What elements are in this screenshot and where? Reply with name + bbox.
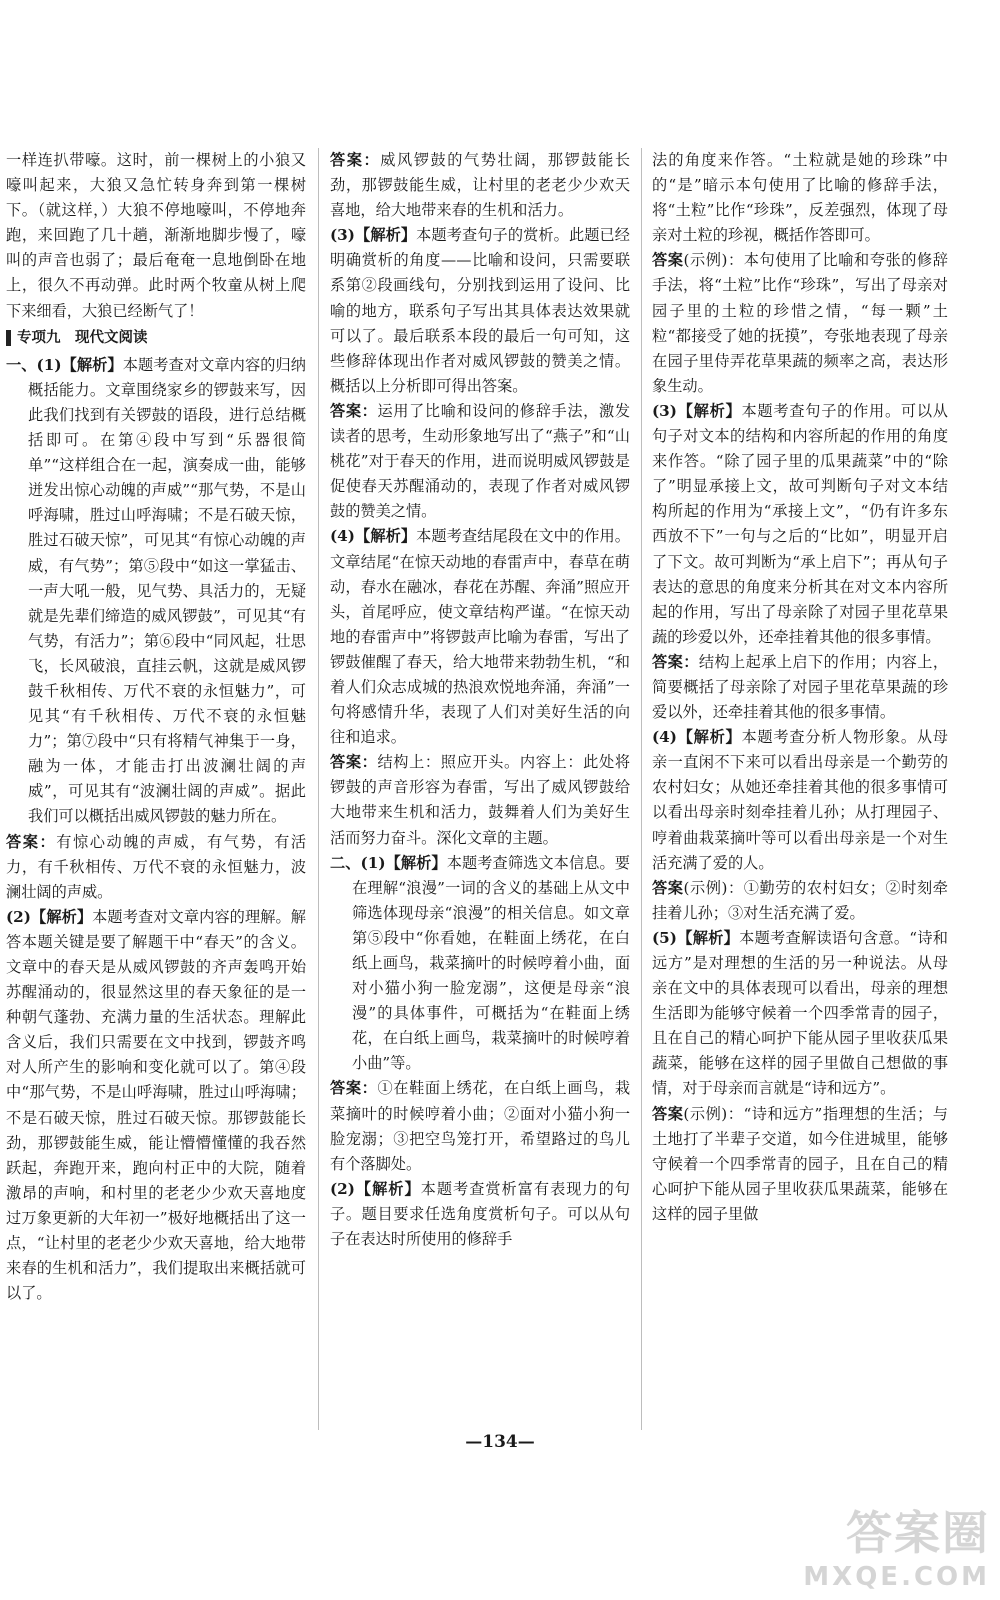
page-number: —134— [465,1432,535,1452]
story-ending: 一样连扒带嚎。这时，前一棵树上的小狼又嚎叫起来，大狼又急忙转身奔到第一棵树下。（就这样，）大狼不停地嚎叫，不停地奔跑，来回跑了几十趟，渐渐地脚步慢了，嚎叫的声音也弱了；最后奄奄一息地倒卧在地上，很久不再动弹。此时两个牧童从树上爬下来细看，大狼已经断气了！ [6,151,306,320]
p2-q1-text: 本题考查筛选文本信息。要在理解“浪漫”一词的含义的基础上从文中筛选体现母亲“浪漫”的相关信息。如文章第⑤段中“你看她，在鞋面上绣花，在白纸上画鸟，栽菜摘叶的时候哼着小曲，面对小猫小狗一脸宠溺”，这便是母亲“浪漫”的具体事件，可概括为“在鞋面上绣花，在白纸上画鸟，栽菜摘叶的时候哼着小曲”等。 [352,853,630,1073]
watermark-text: 答案圈 [846,1506,990,1560]
p2-q3-answer [652,650,948,725]
column-divider-2 [641,148,642,1430]
p2-q2-answer-text: (示例)：本句使用了比喻和夸张的修辞手法，将“土粒”比作“珍珠”，写出了母亲对园子里的土粒的珍惜之情，“每一颗”土粒“都接受了她的抚摸”，夸张地表现了母亲在园子里侍弄花草果蔬的频率之高，表达形象生动。 [652,251,948,395]
p2-q5-analysis [652,926,948,1102]
p2-q4-answer [652,876,948,926]
column-divider-1 [318,148,319,1430]
q1-answer [6,830,306,905]
q4-head: (4)【解析】 [330,527,417,546]
q3-answer-label: 答案： [330,401,378,420]
p2-q2-answer [652,248,948,399]
p2-q3-text: 本题考查句子的作用。可以从句子对文本的结构和内容所起的作用的角度来作答。“除了园子里的瓜果蔬菜”中的“除了”明显承接上文，故可判断句子对文本结构所起的作用为“承接上文”，“仍有许多东西放不下”一句与之后的“比如”，明显开启了下文。故可判断为“承上启下”；再从句子表达的意思的角度来分析其在对文本内容所起的作用，写出了母亲除了对园子里花草果蔬的珍爱以外，还牵挂着其他的很多事情。 [652,401,948,646]
q4-text: 本题考查结尾段在文中的作用。文章结尾“在惊天动地的春雷声中，春草在萌动，春水在融冰，春花在苏醒、奔涌”照应开头，首尾呼应，使文章结构严谨。“在惊天动地的春雷声中”将锣鼓声比喻为春雷，写出了锣鼓催醒了春天，给大地带来勃勃生机，“和着人们众志成城的热浪欢悦地奔涌，奔涌”一句将感情升华，表现了人们对美好生活的向往和追求。 [330,527,630,747]
column-2 [330,148,630,1252]
q1-analysis [6,353,306,830]
q3-answer [330,399,630,524]
p2-q5-answer-label: 答案 [652,1104,684,1123]
q4-analysis [330,524,630,750]
p2-q4-text: 本题考查分析人物形象。从母亲一直闲不下来可以看出母亲是一个勤劳的农村妇女；从她还牵挂着其他的很多事情可以看出母亲时刻牵挂着儿孙；从打理园子、哼着曲栽菜摘叶等可以看出母亲是一个对生活充满了爱的人。 [652,728,948,872]
p2-q4-analysis [652,725,948,876]
p2-q2-analysis [330,1177,630,1252]
p2-q2-continued: 法的角度来作答。“土粒就是她的珍珠”中的“是”暗示本句使用了比喻的修辞手法，将“土粒”比作“珍珠”，反差强烈，体现了母亲对土粒的珍视，概括作答即可。 [652,151,948,245]
q4-answer [330,750,630,850]
q2-head: (2)【解析】 [6,907,93,926]
q2-analysis [6,905,306,1307]
q2-answer-label: 答案： [330,151,381,169]
p2-q4-answer-text: (示例)：①勤劳的农村妇女；②时刻牵挂着儿孙；③对生活充满了爱。 [652,878,948,922]
q4-answer-text: 结构上：照应开头。内容上：此处将锣鼓的声音形容为春雷，写出了威风锣鼓给大地带来生机和活力，鼓舞着人们为美好生活而努力奋斗。深化文章的主题。 [330,753,631,847]
p2-q3-answer-label: 答案： [652,652,699,671]
section-heading [6,326,306,351]
p2-q3-head: (3)【解析】 [652,401,742,420]
q3-head: (3)【解析】 [330,226,417,245]
q2-answer-text: 威风锣鼓的气势壮阔，那锣鼓能长劲，那锣鼓能生威，让村里的老老少少欢天喜地，给大地带来春的生机和活力。 [330,151,631,220]
q3-text: 本题考查句子的赏析。此题已经明确赏析的角度——比喻和设问，只需要联系第②段画线句，分别找到运用了设问、比喻的地方，联系句子写出其具体表达效果就可以了。最后联系本段的最后一句可知，这些修辞体现出作者对威风锣鼓的赞美之情。概括以上分析即可得出答案。 [330,226,630,395]
p2-q5-text: 本题考查解读语句含意。“诗和远方”是对理想的生活的另一种说法。从母亲在文中的具体表现可以看出，母亲的理想生活即为能够守候着一个四季常青的园子，且在自己的精心呵护下能从园子里收获瓜果蔬菜，能够在这样的园子里做自己想做的事情，对于母亲而言就是“诗和远方”。 [652,928,948,1098]
column-1 [6,148,306,1306]
p2-q2-head: (2)【解析】 [330,1179,421,1198]
q3-analysis [330,223,630,399]
p2-q1-answer [330,1076,630,1176]
p2-q5-answer-text: (示例)：“诗和远方”指理想的生活；与土地打了半辈子交道，如今住进城里，能够守候着一个四季常青的园子，且在自己的精心呵护下能从园子里收获瓜果蔬菜，能够在这样的园子里做 [652,1104,948,1223]
p2-q3-answer-text: 结构上起承上启下的作用；内容上，简要概括了母亲除了对园子里花草果蔬的珍爱以外，还牵挂着其他的很多事情。 [652,652,949,722]
column-3 [652,148,948,1227]
watermark-logo [803,1497,990,1592]
p2-q2-answer-label: 答案 [652,251,684,270]
p2-q4-answer-label: 答案 [652,878,684,897]
q3-answer-text: 运用了比喻和设问的修辞手法，激发读者的思考，生动形象地写出了“燕子”和“山桃花”对于春天的作用，进而说明威风锣鼓是促使春天苏醒涌动的，表现了作者对威风锣鼓的赞美之情。 [330,401,631,521]
q1-text: 本题考查对文章内容的归纳概括能力。文章围绕家乡的锣鼓来写，因此我们找到有关锣鼓的语段，进行总结概括即可。在第④段中写到“乐器很简单”“这样组合在一起，演奏成一曲，能够迸发出惊心动魄的声威”“那气势，不是山呼海啸，胜过山呼海啸；不是石破天惊，胜过石破天惊”，可见其“有惊心动魄的声威，有气势”；第⑤段中“如这一掌猛击、一声大吼一般，见气势、具活力的，无疑就是先辈们缔造的威风锣鼓”，可见其“有气势，有活力”；第⑥段中“同风起，壮思飞，长风破浪，直挂云帆，这就是威风锣鼓千秋相传、万代不衰的永恒魅力”，可见其“有千秋相传、万代不衰的永恒魅力”；第⑦段中“只有将精气神集于一身，融为一体，才能击打出波澜壮阔的声威”，可见其有“波澜壮阔的声威”。据此我们可以概括出威风锣鼓的魅力所在。 [28,355,306,826]
p2-q4-head: (4)【解析】 [652,728,742,747]
q1-answer-text: 有惊心动魄的声威，有气势，有活力，有千秋相传、万代不衰的永恒魅力，波澜壮阔的声威。 [6,832,307,901]
p2-q2-text: 本题考查赏析富有表现力的句子。题目要求任选角度赏析句子。可以从句子在表达时所使用的修辞手 [330,1179,630,1249]
q4-answer-label: 答案： [330,753,378,772]
p2-q1-answer-text: ①在鞋面上绣花，在白纸上画鸟，栽菜摘叶的时候哼着小曲；②面对小猫小狗一脸宠溺；③把空鸟笼打开，希望路过的鸟儿有个落脚处。 [330,1079,631,1173]
p2-q5-answer [652,1102,948,1227]
q2-answer [330,148,630,223]
q1-head: 一、(1)【解析】 [6,355,123,374]
section-title: 专项九 现代文阅读 [17,329,148,346]
p2-q1-head: 二、(1)【解析】 [330,853,447,872]
p2-q1-answer-label: 答案： [330,1079,378,1098]
watermark-url: MXQE.COM [803,1562,990,1592]
q1-answer-label: 答案： [6,832,57,851]
p2-q3-analysis [652,399,948,650]
p2-q5-head: (5)【解析】 [652,928,740,947]
section-marker-icon [6,330,11,346]
p2-q1-analysis [330,851,630,1077]
q2-text: 本题考查对文章内容的理解。解答本题关键是要了解题干中“春天”的含义。文章中的春天是从威风锣鼓的齐声轰鸣开始苏醒涌动的，很显然这里的春天象征的是一种朝气蓬勃、充满力量的生活状态。理解此含义后，我们只需要在文中找到，锣鼓齐鸣对人所产生的影响和变化就可以了。第④段中“那气势，不是山呼海啸，胜过山呼海啸；不是石破天惊，胜过石破天惊。那锣鼓能长劲，那锣鼓能生威，能让懵懵懂懂的我吞然跃起，奔跑开来，跑向村正中的大院，随着激昂的声响，和村里的老老少少欢天喜地度过万象更新的大年初一”极好地概括出了这一点，“让村里的老老少少欢天喜地，给大地带来春的生机和活力”，我们提取出来概括就可以了。 [6,907,306,1303]
